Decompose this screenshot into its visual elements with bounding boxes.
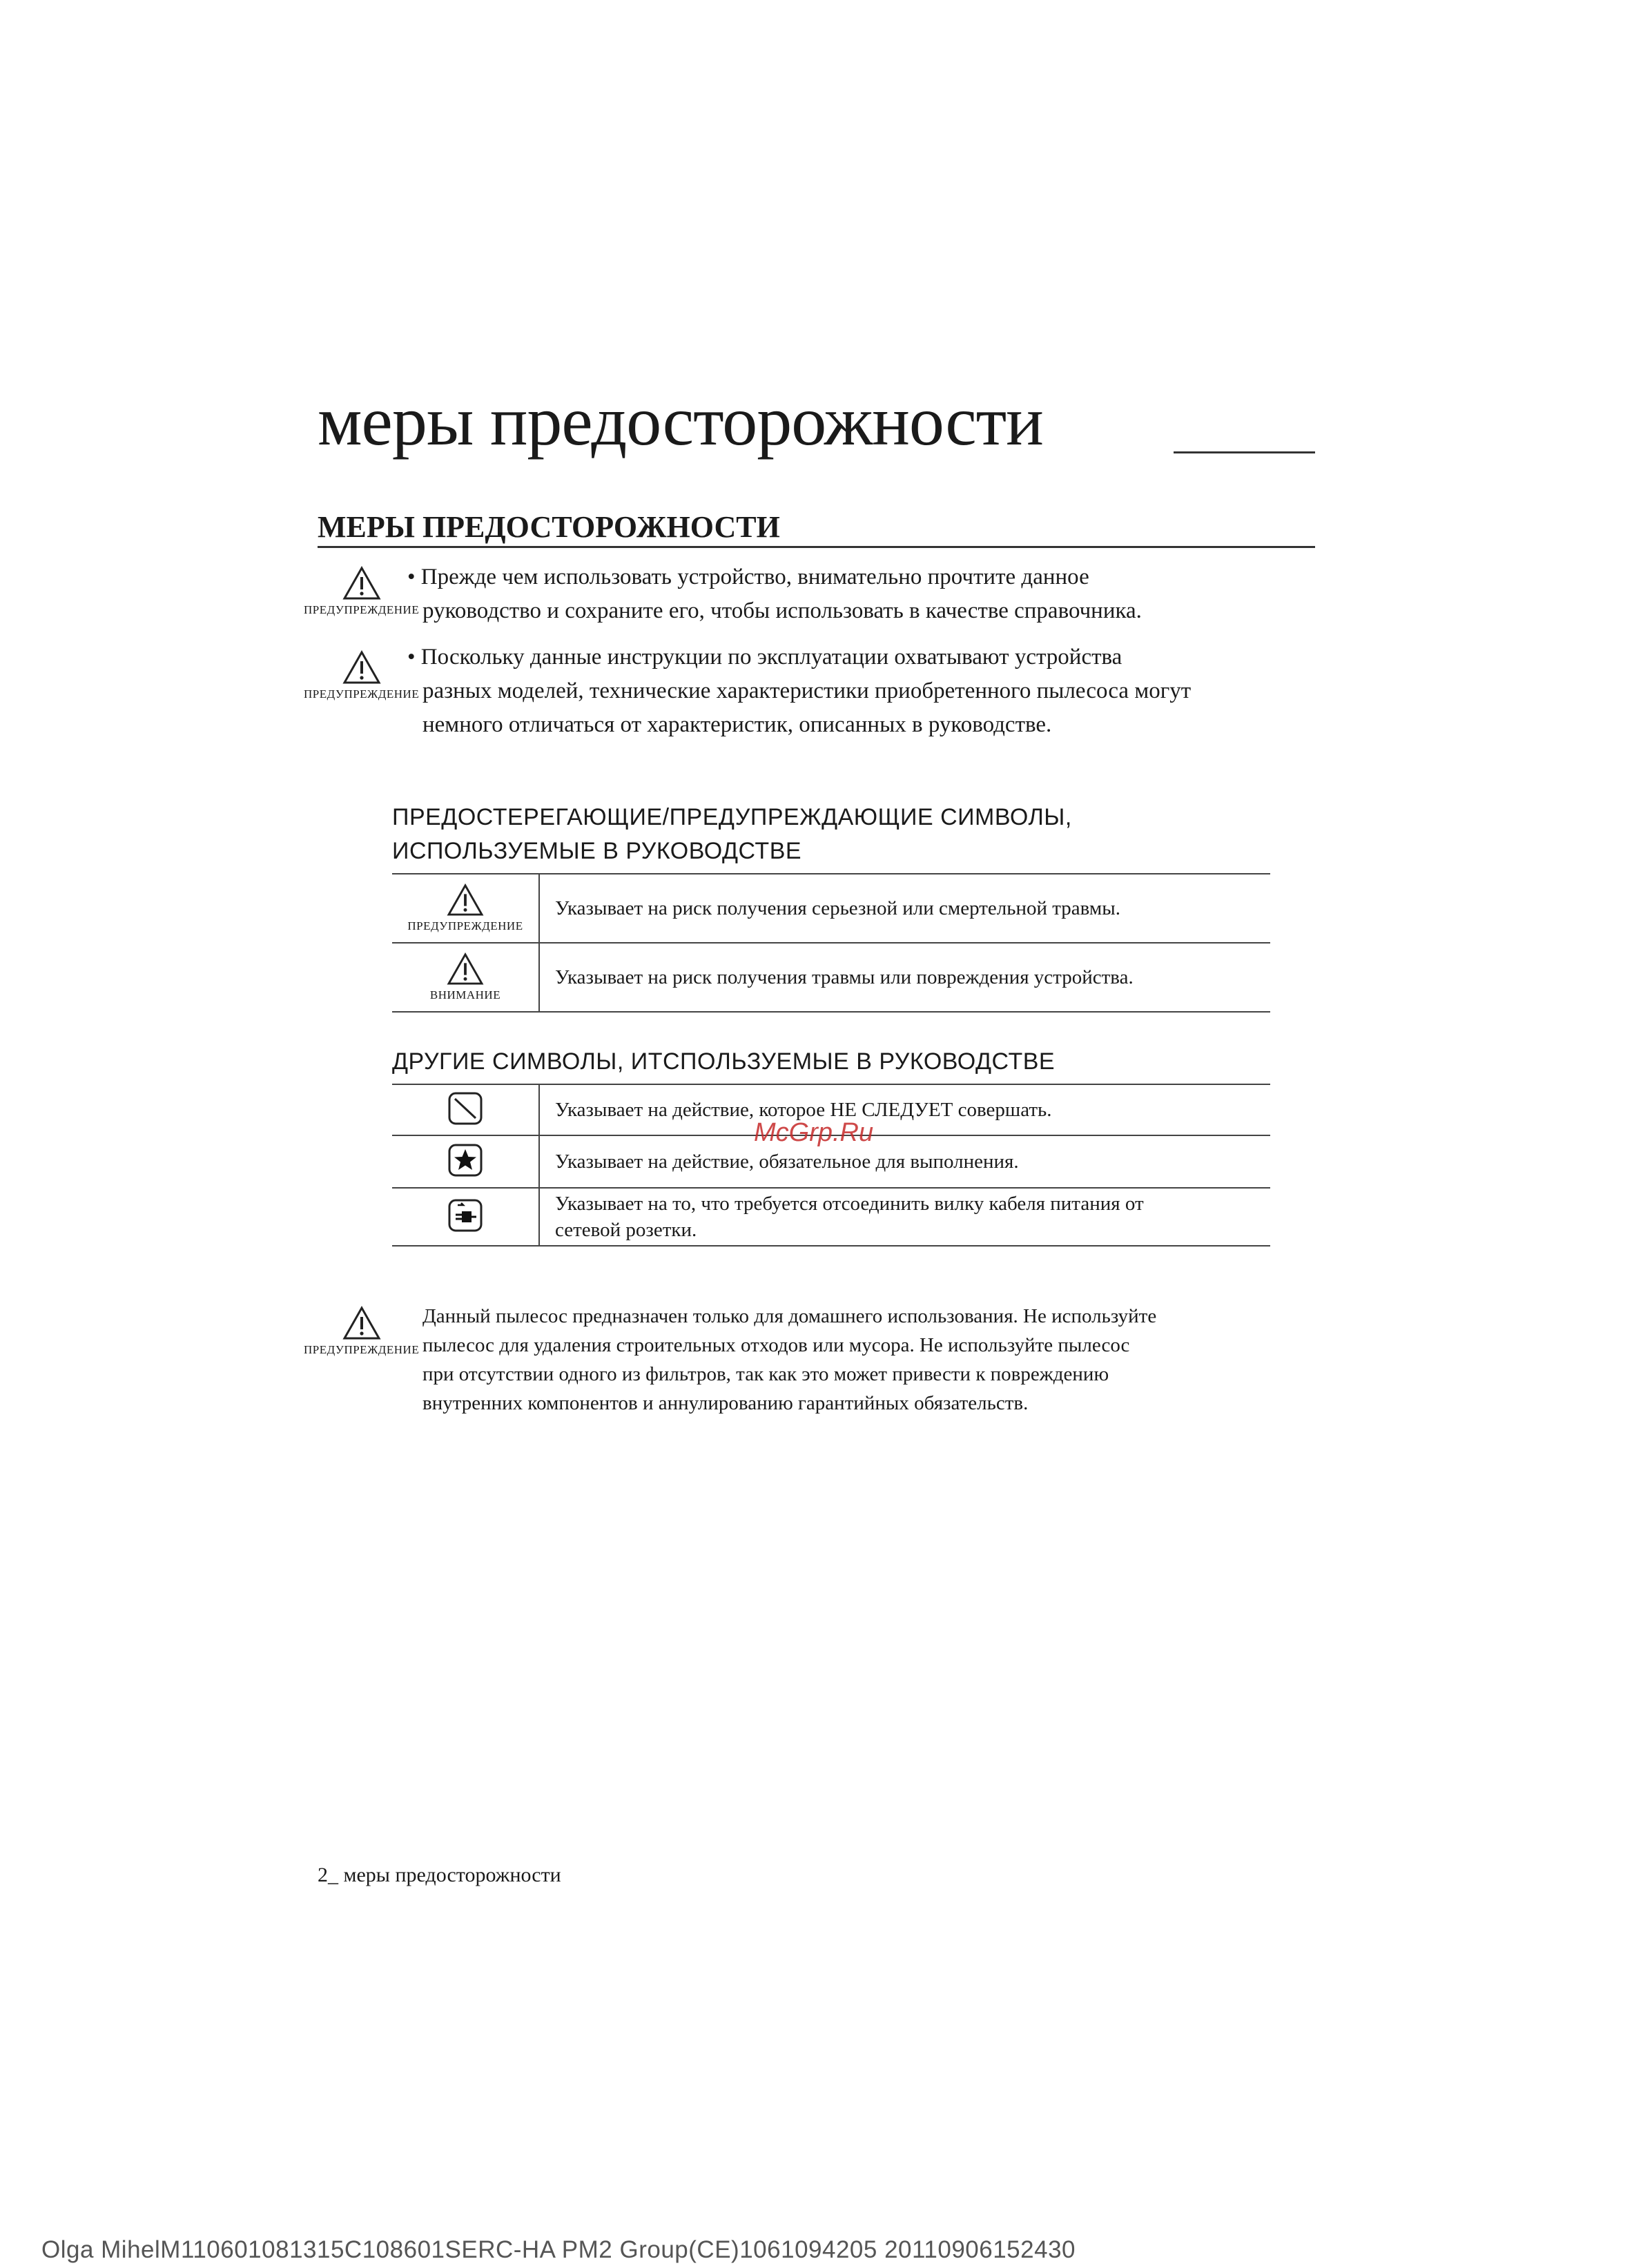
- other-symbols-heading: ДРУГИЕ СИМВОЛЫ, ИТСПОЛЬЗУЕМЫЕ В РУКОВОДСТВЕ: [392, 1048, 1056, 1075]
- page-title: меры предосторожности: [318, 382, 1043, 460]
- warning-icon-block: [304, 1306, 419, 1357]
- title-rule: [1174, 451, 1315, 453]
- bullet-line: руководство и сохраните его, чтобы использовать в качестве справочника.: [422, 598, 1142, 623]
- print-code-line: Olga MihelM110601081315C108601SERC-HA PM2 Group(CE)1061094205 20110906152430: [41, 2236, 1076, 2263]
- symbol-description: Указывает на действие, обязательное для выполнения.: [539, 1135, 1270, 1188]
- bullet-line: разных моделей, технические характеристики приобретенного пылесоса могут: [422, 678, 1192, 703]
- notice-line: при отсутствии одного из фильтров, так как это может привести к повреждению: [422, 1363, 1109, 1385]
- symbol-cell: [392, 874, 539, 943]
- warning-symbols-heading: ИСПОЛЬЗУЕМЫЕ В РУКОВОДСТВЕ: [392, 838, 802, 864]
- section-rule: [318, 546, 1315, 548]
- warning-caption: ПРЕДУПРЕЖДЕНИЕ: [304, 603, 420, 616]
- warning-icon-block: [304, 566, 419, 617]
- warning-caption: ПРЕДУПРЕЖДЕНИЕ: [304, 1343, 420, 1356]
- page-footer: 2_ меры предосторожности: [318, 1864, 561, 1886]
- warning-caption: ПРЕДУПРЕЖДЕНИЕ: [304, 687, 420, 701]
- caution-icon-block: [393, 952, 538, 1002]
- bullet-line: немного отличаться от характеристик, описанных в руководстве.: [422, 712, 1052, 737]
- symbol-description-line: сетевой розетки.: [555, 1219, 697, 1241]
- symbol-cell: [392, 1135, 539, 1188]
- symbol-cell: [392, 1084, 539, 1135]
- notice-line: Данный пылесос предназначен только для домашнего использования. Не используйте: [422, 1305, 1157, 1327]
- star-icon: [447, 1143, 483, 1177]
- symbol-description: [539, 1188, 1270, 1246]
- notice-line: пылесос для удаления строительных отходов или мусора. Не используйте пылесос: [422, 1334, 1130, 1356]
- warning-caption: ПРЕДУПРЕЖДЕНИЕ: [407, 919, 523, 932]
- bullet-line: • Прежде чем использовать устройство, внимательно прочтите данное: [407, 565, 1089, 589]
- warning-icon-block: [304, 650, 419, 701]
- symbol-description: Указывает на риск получения серьезной или смертельной травмы.: [539, 874, 1270, 943]
- table-row: [392, 943, 1270, 1012]
- symbol-cell: [392, 1188, 539, 1246]
- section-title: МЕРЫ ПРЕДОСТОРОЖНОСТИ: [318, 510, 780, 544]
- prohibited-icon: [447, 1091, 483, 1126]
- other-symbols-table: [392, 1084, 1270, 1247]
- notice-line: внутренних компонентов и аннулированию гарантийных обязательств.: [422, 1392, 1029, 1414]
- warning-triangle-icon: [446, 883, 485, 917]
- caution-triangle-icon: [446, 952, 485, 986]
- symbol-description: Указывает на риск получения травмы или повреждения устройства.: [539, 943, 1270, 1012]
- table-row: [392, 874, 1270, 943]
- warning-triangle-icon: [342, 566, 381, 600]
- watermark: McGrp.Ru: [754, 1118, 874, 1147]
- warning-icon-block: [393, 883, 538, 933]
- table-row: [392, 1188, 1270, 1246]
- caution-caption: ВНИМАНИЕ: [429, 988, 501, 1001]
- symbol-description-line: Указывает на то, что требуется отсоединить вилку кабеля питания от: [555, 1193, 1144, 1215]
- warning-triangle-icon: [342, 1306, 381, 1340]
- unplug-icon: [447, 1198, 483, 1233]
- symbol-cell: [392, 943, 539, 1012]
- warning-triangle-icon: [342, 650, 381, 685]
- symbol-description: Указывает на действие, которое НЕ СЛЕДУЕТ совершать.: [539, 1084, 1270, 1135]
- warning-symbols-table: [392, 873, 1270, 1013]
- warning-symbols-heading: ПРЕДОСТЕРЕГАЮЩИЕ/ПРЕДУПРЕЖДАЮЩИЕ СИМВОЛЫ,: [392, 804, 1072, 830]
- bullet-line: • Поскольку данные инструкции по эксплуатации охватывают устройства: [407, 645, 1122, 669]
